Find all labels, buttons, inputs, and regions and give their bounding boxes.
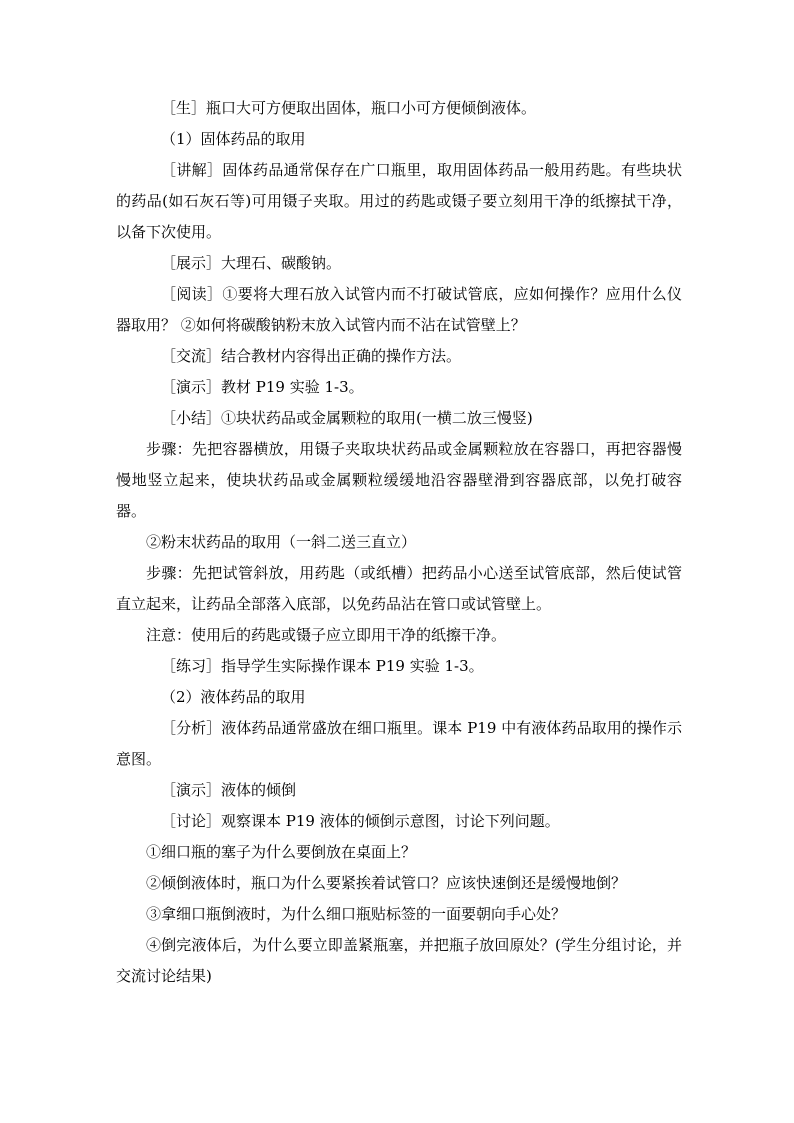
document-body: [116, 93, 682, 992]
question-1: ①细口瓶的塞子为什么要倒放在桌面上？: [146, 843, 417, 861]
paragraph-note: 注意：使用后的药匙或镊子应立即用干净的纸擦干净。: [146, 626, 507, 644]
paragraph-summary: ［小结］①块状药品或金属颗粒的取用(一横二放三慢竖): [161, 409, 533, 427]
paragraph-discussion: ［讨论］观察课本 P19 液体的倾倒示意图，讨论下列问题。: [161, 812, 560, 830]
heading-liquid-reagents: （2）液体药品的取用: [161, 688, 306, 706]
paragraph-analysis: ［分析］液体药品通常盛放在细口瓶里。课本 P19 中有液体药品取用的操作示意图。: [116, 719, 682, 768]
paragraph-student-answer: ［生］瓶口大可方便取出固体，瓶口小可方便倾倒液体。: [161, 99, 537, 117]
question-2: ②倾倒液体时，瓶口为什么要紧挨着试管口？应该快速倒还是缓慢地倒？: [146, 874, 627, 892]
paragraph-explanation: ［讲解］固体药品通常保存在广口瓶里，取用固体药品一般用药匙。有些块状的药品(如石灰石等)可用镊子夹取。用过的药匙或镊子要立刻用干净的纸擦拭干净，以备下次使用。: [116, 161, 682, 241]
question-4: ④倒完液体后，为什么要立即盖紧瓶塞，并把瓶子放回原处？(学生分组讨论，并交流讨论结果): [116, 936, 682, 985]
paragraph-steps-block: 步骤：先把容器横放，用镊子夹取块状药品或金属颗粒放在容器口，再把容器慢慢地竖立起来，使块状药品或金属颗粒缓缓地沿容器壁滑到容器底部，以免打破容器。: [116, 440, 682, 520]
heading-solid-reagents: （1）固体药品的取用: [161, 130, 306, 148]
paragraph-steps-powder: 步骤：先把试管斜放，用药匙（或纸槽）把药品小心送至试管底部，然后使试管直立起来，让药品全部落入底部，以免药品沾在管口或试管壁上。: [116, 564, 682, 613]
paragraph-practice: ［练习］指导学生实际操作课本 P19 实验 1-3。: [161, 657, 484, 675]
paragraph-demo: ［演示］教材 P19 实验 1-3。: [161, 378, 364, 396]
paragraph-reading: ［阅读］①要将大理石放入试管内而不打破试管底，应如何操作？应用什么仪器取用？ ②如何将碳酸钠粉末放入试管内而不沾在试管壁上？: [116, 285, 682, 334]
paragraph-powder-title: ②粉末状药品的取用（一斜二送三直立）: [146, 533, 417, 551]
paragraph-display: ［展示］大理石、碳酸钠。: [161, 254, 342, 272]
paragraph-demo-pouring: ［演示］液体的倾倒: [161, 781, 297, 799]
question-3: ③拿细口瓶倒液时，为什么细口瓶贴标签的一面要朝向手心处？: [146, 905, 567, 923]
paragraph-exchange: ［交流］结合教材内容得出正确的操作方法。: [161, 347, 462, 365]
